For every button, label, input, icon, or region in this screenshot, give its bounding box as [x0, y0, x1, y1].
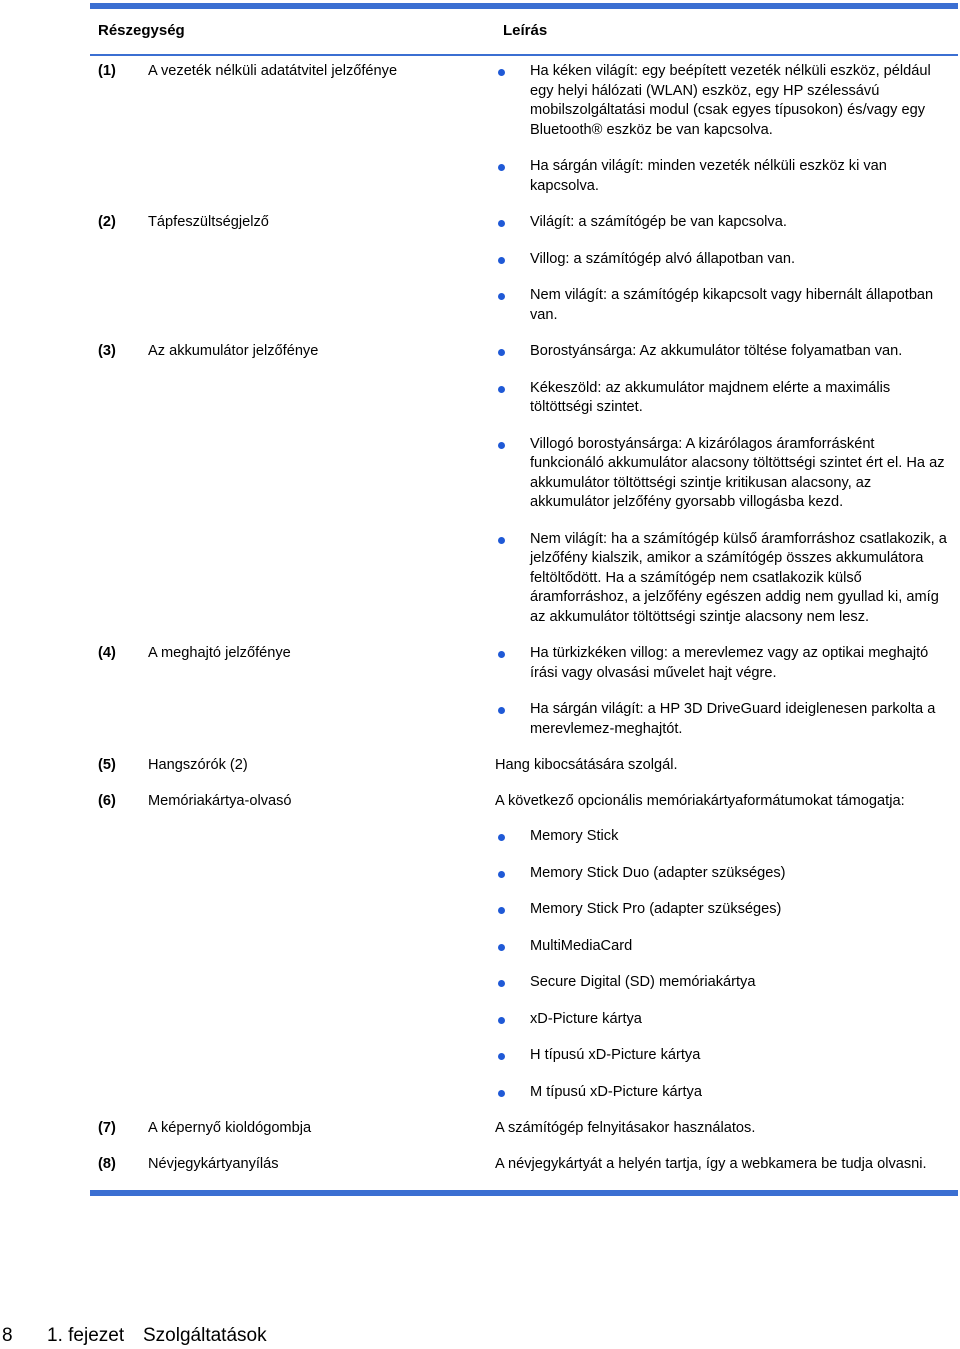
component-description [495, 213, 949, 342]
bullet-text: Secure Digital (SD) memóriakártya [530, 974, 756, 990]
bullet-item [495, 900, 949, 920]
bullet-item [495, 530, 949, 628]
bullet-dot-icon [498, 442, 505, 449]
bullet-item [495, 1083, 949, 1103]
bullet-item [495, 937, 949, 957]
bullet-text: Nem világít: ha a számítógép külső áramforráshoz csatlakozik, a jelzőfény kialszik, amikor a számítógép összes akkumulátora feltöltődött. Ha a számítógép nem csatlakozik külső áramforráshoz, a jelzőfény egészen addig nem gyullad ki, amíg az akkumulátor töltöttségi szintje alacsony nem lesz. [530, 530, 947, 625]
bullet-item [495, 1046, 949, 1066]
bullet-text: Nem világít: a számítógép kikapcsolt vagy hibernált állapotban van. [530, 287, 934, 323]
bullet-text: Ha türkizkéken villog: a merevlemez vagy az optikai meghajtó írási vagy olvasási művelet hajt végre. [530, 645, 929, 681]
bullet-dot-icon [498, 651, 505, 658]
bullet-list [495, 342, 949, 627]
component-name: A képernyő kioldógombja [148, 1120, 312, 1136]
bullet-dot-icon [498, 1090, 505, 1097]
column-header-description: Leírás [503, 22, 548, 39]
column-header-part: Részegység [98, 22, 185, 39]
table-row [90, 756, 958, 792]
bullet-item [495, 286, 949, 325]
bullet-dot-icon [498, 537, 505, 544]
bullet-text: Világít: a számítógép be van kapcsolva. [530, 214, 787, 230]
component-description [495, 792, 949, 1120]
row-number: (5) [98, 757, 116, 773]
table-header [90, 9, 958, 54]
component-name: Hangszórók (2) [148, 757, 248, 773]
bullet-item [495, 644, 949, 683]
bullet-text: MultiMediaCard [530, 937, 633, 954]
component-description [495, 644, 949, 756]
bullet-text: Villog: a számítógép alvó állapotban van. [530, 250, 796, 267]
component-name: Memóriakártya-olvasó [148, 792, 292, 809]
bullet-dot-icon [498, 257, 505, 264]
table-row [90, 1119, 958, 1155]
bullet-item [495, 973, 949, 993]
bullet-dot-icon [498, 293, 505, 300]
component-name: Az akkumulátor jelzőfénye [148, 343, 319, 359]
bullet-text: xD-Picture kártya [530, 1010, 642, 1027]
bullet-item [495, 157, 949, 196]
bullet-item [495, 342, 949, 362]
bullet-dot-icon [498, 907, 505, 914]
bullet-item [495, 435, 949, 513]
bullet-dot-icon [498, 1053, 505, 1060]
table-row [90, 792, 958, 1120]
bullet-list [495, 62, 949, 196]
table-body [90, 56, 958, 1190]
bullet-item [495, 864, 949, 884]
bullet-list [495, 644, 949, 739]
bullet-list [495, 827, 949, 1102]
component-name: Névjegykártyanyílás [148, 1155, 279, 1172]
component-name: A vezeték nélküli adatátvitel jelzőfénye [148, 63, 398, 79]
bullet-item [495, 827, 949, 847]
section-title: Szolgáltatások [143, 1325, 267, 1346]
bullet-dot-icon [498, 944, 505, 951]
table-row [90, 62, 958, 213]
component-description [495, 1119, 949, 1155]
bullet-dot-icon [498, 220, 505, 227]
description-text: A számítógép felnyitásakor használatos. [495, 1120, 756, 1136]
bullet-item [495, 213, 949, 233]
bullet-text: H típusú xD-Picture kártya [530, 1047, 701, 1063]
table-row [90, 1155, 958, 1191]
row-number: (4) [98, 645, 116, 661]
table-row [90, 644, 958, 756]
bullet-text: Ha sárgán világít: minden vezeték nélküli eszköz ki van kapcsolva. [530, 158, 887, 194]
bullet-dot-icon [498, 980, 505, 987]
bullet-dot-icon [498, 871, 505, 878]
bullet-item [495, 700, 949, 739]
table-row [90, 342, 958, 644]
bullet-list [495, 213, 949, 325]
bullet-item [495, 1010, 949, 1030]
bullet-dot-icon [498, 707, 505, 714]
component-description [495, 756, 949, 792]
bullet-dot-icon [498, 1017, 505, 1024]
bullet-dot-icon [498, 386, 505, 393]
bullet-text: M típusú xD-Picture kártya [530, 1083, 702, 1100]
description-text: A névjegykártyát a helyén tartja, így a webkamera be tudja olvasni. [495, 1155, 927, 1172]
page-number: 8 [2, 1325, 13, 1346]
bullet-item [495, 250, 949, 270]
bullet-dot-icon [498, 164, 505, 171]
bullet-text: Memory Stick Pro (adapter szükséges) [530, 901, 782, 917]
bullet-text: Ha sárgán világít: a HP 3D DriveGuard ideiglenesen parkolta a merevlemez-meghajtót. [530, 701, 936, 737]
row-number: (6) [98, 792, 116, 809]
component-table [90, 3, 958, 1196]
chapter-label: 1. fejezet [47, 1325, 125, 1346]
row-number: (2) [98, 214, 116, 230]
bullet-text: Memory Stick [530, 828, 619, 844]
bullet-text: Ha kéken világít: egy beépített vezeték nélküli eszköz, például egy helyi hálózati (WLAN) eszköz, egy HP szélessávú mobilszolgáltatási modul (csak egyes típusokon) és/vagy egy Bluetooth® eszköz be van kapcsolva. [530, 63, 931, 138]
bullet-text: Kékeszöld: az akkumulátor majdnem elérte a maximális töltöttségi szintet. [530, 379, 891, 415]
table-row [90, 213, 958, 342]
description-text: Hang kibocsátására szolgál. [495, 757, 678, 773]
bullet-dot-icon [498, 349, 505, 356]
component-name: A meghajtó jelzőfénye [148, 645, 291, 661]
row-number: (7) [98, 1120, 116, 1136]
component-description [495, 342, 949, 644]
table-bottom-rule [90, 1190, 958, 1196]
row-number: (1) [98, 63, 116, 79]
bullet-text: Memory Stick Duo (adapter szükséges) [530, 864, 786, 881]
row-number: (3) [98, 343, 116, 359]
bullet-dot-icon [498, 69, 505, 76]
bullet-dot-icon [498, 834, 505, 841]
bullet-item [495, 379, 949, 418]
bullet-item [495, 62, 949, 140]
row-number: (8) [98, 1155, 116, 1172]
component-description [495, 62, 949, 213]
bullet-text: Borostyánsárga: Az akkumulátor töltése folyamatban van. [530, 343, 903, 359]
bullet-text: Villogó borostyánsárga: A kizárólagos áramforrásként funkcionáló akkumulátor alacsony töltöttségi szintet ért el. Ha az akkumulátor töltöttségi szintje kritikusan alacsony, az akkumulátor jelzőfény gyorsabb villogásba kezd. [530, 435, 945, 510]
description-text: A következő opcionális memóriakártyaformátumokat támogatja: [495, 792, 905, 809]
component-description [495, 1155, 949, 1191]
component-name: Tápfeszültségjelző [148, 214, 269, 230]
